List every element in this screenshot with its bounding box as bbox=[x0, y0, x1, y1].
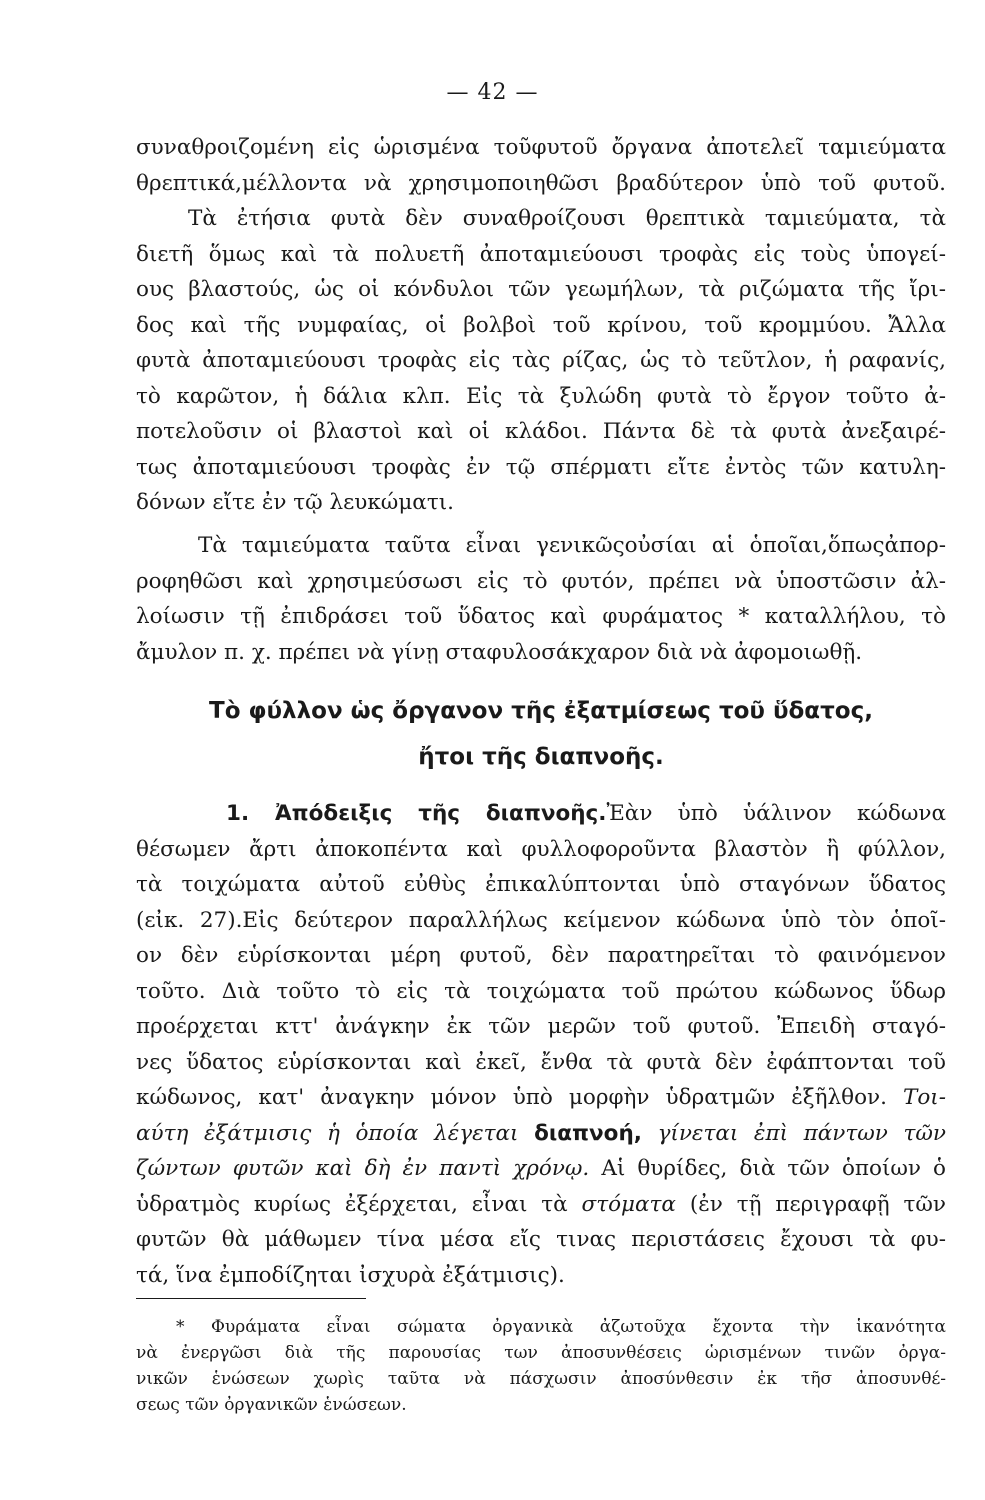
text-line: φυτῶν θὰ μάθωμεν τίνα μέσα εἴς τινας περιστάσεις ἔχουσι τὰ φυ- bbox=[136, 1227, 946, 1252]
text-line: θρεπτικά,μέλλοντα νὰ χρησιμοποιηθῶσι βραδύτερον ὑπὸ τοῦ φυτοῦ. bbox=[136, 170, 946, 196]
paragraph-transformation bbox=[136, 528, 946, 670]
text-line: ποτελοῦσιν οἱ βλαστοὶ καὶ οἱ κλάδοι. Πάντα δὲ τὰ φυτὰ ἀνεξαιρέ- bbox=[136, 419, 946, 444]
text-line: θέσωμεν ἄρτι ἀποκοπέντα καὶ φυλλοφοροῦντα βλαστὸν ἢ φύλλον, bbox=[136, 836, 946, 862]
section-heading-line: Τὸ φύλλον ὡς ὄργανον τῆς ἐξατμίσεως τοῦ ὕδατος, bbox=[209, 698, 873, 724]
footnote-line: νὰ ἐνεργῶσι διὰ τῆς παρουσίας των ἀποσυνθέσεις ὡρισμένων τινῶν ὀργα- bbox=[136, 1343, 946, 1363]
text-line: (εἰκ. 27).Εἰς δεύτερον παραλλήλως κείμενον κώδωνα ὑπὸ τὸν ὁποῖ- bbox=[136, 907, 946, 933]
text-line: ον δὲν εὑρίσκονται μέρη φυτοῦ, δὲν παρατηρεῖται τὸ φαινόμενον bbox=[136, 943, 946, 968]
text-run: Αἱ θυρίδες, διὰ τῶν ὁποίων ὁ bbox=[601, 1156, 946, 1181]
footnote bbox=[136, 1314, 946, 1418]
text-line: ους βλαστούς, ὡς οἱ κόνδυλοι τῶν γεωμήλων, τὰ ριζώματα τῆς ἴρι- bbox=[136, 277, 946, 302]
footnote-line: νικῶν ἑνώσεων χωρὶς ταῦτα νὰ πάσχωσιν ἀποσύνθεσιν ἐκ τῆσ ἀποσυνθέ- bbox=[136, 1369, 946, 1389]
text-run: ὑδρατμὸς κυρίως ἐξέρχεται, εἶναι τὰ bbox=[136, 1191, 568, 1217]
text-line bbox=[136, 796, 946, 832]
text-line: συναθροιζομένη εἰς ὡρισμένα τοῦφυτοῦ ὄργανα ἀποτελεῖ ταμιεύματα bbox=[136, 135, 946, 160]
footnote-divider bbox=[136, 1298, 366, 1299]
term-diapnoi: διαπνοή, bbox=[534, 1120, 642, 1146]
text-line: νες ὕδατος εὑρίσκονται καὶ ἐκεῖ, ἔνθα τὰ φυτὰ δὲν ἐφάπτονται τοῦ bbox=[136, 1049, 946, 1075]
italic-run: Τοι- bbox=[903, 1085, 946, 1110]
italic-run: ζώντων φυτῶν καὶ δὴ ἐν παντὶ χρόνῳ. bbox=[136, 1156, 590, 1181]
paragraph-transpiration bbox=[136, 796, 946, 1293]
text-line: τὸ καρῶτον, ἡ δάλια κλπ. Εἰς τὰ ξυλώδη φυτὰ τὸ ἔργον τοῦτο ἀ- bbox=[136, 383, 946, 409]
text-line: λοίωσιν τῇ ἐπιδράσει τοῦ ὕδατος καὶ φυράματος * καταλλήλου, τὸ bbox=[136, 604, 946, 629]
text-line: ροφηθῶσι καὶ χρησιμεύσωσι εἰς τὸ φυτόν, πρέπει νὰ ὑποστῶσιν ἀλ- bbox=[136, 568, 946, 594]
text-line: τά, ἵνα ἐμποδίζηται ἰσχυρὰ ἐξάτμισις). bbox=[136, 1262, 565, 1288]
text-line: τοῦτο. Διὰ τοῦτο τὸ εἰς τὰ τοιχώματα τοῦ πρώτου κώδωνος ὕδωρ bbox=[136, 978, 946, 1004]
text-line: ἄμυλον π. χ. πρέπει νὰ γίνῃ σταφυλοσάκχαρον διὰ νὰ ἀφομοιωθῇ. bbox=[136, 639, 863, 665]
italic-run: αύτη ἐξάτμισις ἡ ὁποία λέγεται bbox=[136, 1120, 519, 1146]
italic-run: γίνεται ἐπὶ πάντων τῶν bbox=[657, 1120, 947, 1146]
text-run: κώδωνος, κατ' ἀναγκην μόνον ὑπὸ μορφὴν ὑδρατμῶν ἐξῆλθον. bbox=[136, 1085, 887, 1110]
text-run: (ἐν τῇ περιγραφῇ τῶν bbox=[689, 1191, 946, 1217]
italic-run: στόματα bbox=[581, 1191, 676, 1217]
text-line: προέρχεται κττ' ἀνάγκην ἐκ τῶν μερῶν τοῦ φυτοῦ. Ἐπειδὴ σταγό- bbox=[136, 1014, 946, 1039]
text-line: φυτὰ ἀποταμιεύουσι τροφὰς εἰς τὰς ρίζας, ὡς τὸ τεῦτλον, ἡ ραφανίς, bbox=[136, 348, 946, 373]
text-line bbox=[136, 1116, 946, 1152]
text-line: τως ἀποταμιεύουσι τροφὰς ἐν τῷ σπέρματι εἴτε ἐντὸς τῶν κατυλη- bbox=[136, 454, 946, 480]
text-line bbox=[136, 1080, 946, 1116]
footnote-line: * Φυράματα εἶναι σώματα ὀργανικὰ ἀζωτοῦχα ἔχοντα τὴν ἱκανότητα bbox=[176, 1317, 946, 1337]
section-heading-line: ἤτοι τῆς διαπνοῆς. bbox=[418, 744, 664, 770]
text-line: διετῆ ὅμως καὶ τὰ πολυετῆ ἀποταμιεύουσι τροφὰς εἰς τοὺς ὑπογεί- bbox=[136, 241, 946, 267]
text-run: Ἐὰν ὑπὸ ὑάλινον κώδωνα bbox=[606, 801, 946, 826]
paragraph-storage-tissues bbox=[136, 130, 946, 521]
text-line bbox=[136, 1151, 946, 1187]
footnote-line: σεως τῶν ὀργανικῶν ἑνώσεων. bbox=[136, 1395, 407, 1415]
subsection-title: 1. Ἀπόδειξις τῆς διαπνοῆς. bbox=[226, 801, 607, 826]
page-number: — 42 — bbox=[446, 80, 539, 105]
text-line bbox=[136, 1187, 946, 1223]
text-line: Τὰ ἐτήσια φυτὰ δὲν συναθροίζουσι θρεπτικὰ ταμιεύματα, τὰ bbox=[188, 206, 946, 231]
text-line: Τὰ ταμιεύματα ταῦτα εἶναι γενικῶςοὐσίαι αἱ ὁποῖαι,ὅπωςἀπορ- bbox=[198, 533, 946, 558]
section-heading bbox=[136, 688, 946, 780]
text-line: δος καὶ τῆς νυμφαίας, οἱ βολβοὶ τοῦ κρίνου, τοῦ κρομμύου. Ἄλλα bbox=[136, 312, 946, 338]
text-line: τὰ τοιχώματα αὐτοῦ εὐθὺς ἐπικαλύπτονται ὑπὸ σταγόνων ὕδατος bbox=[136, 872, 946, 897]
text-line: δόνων εἴτε ἐν τῷ λευκώματι. bbox=[136, 490, 454, 515]
